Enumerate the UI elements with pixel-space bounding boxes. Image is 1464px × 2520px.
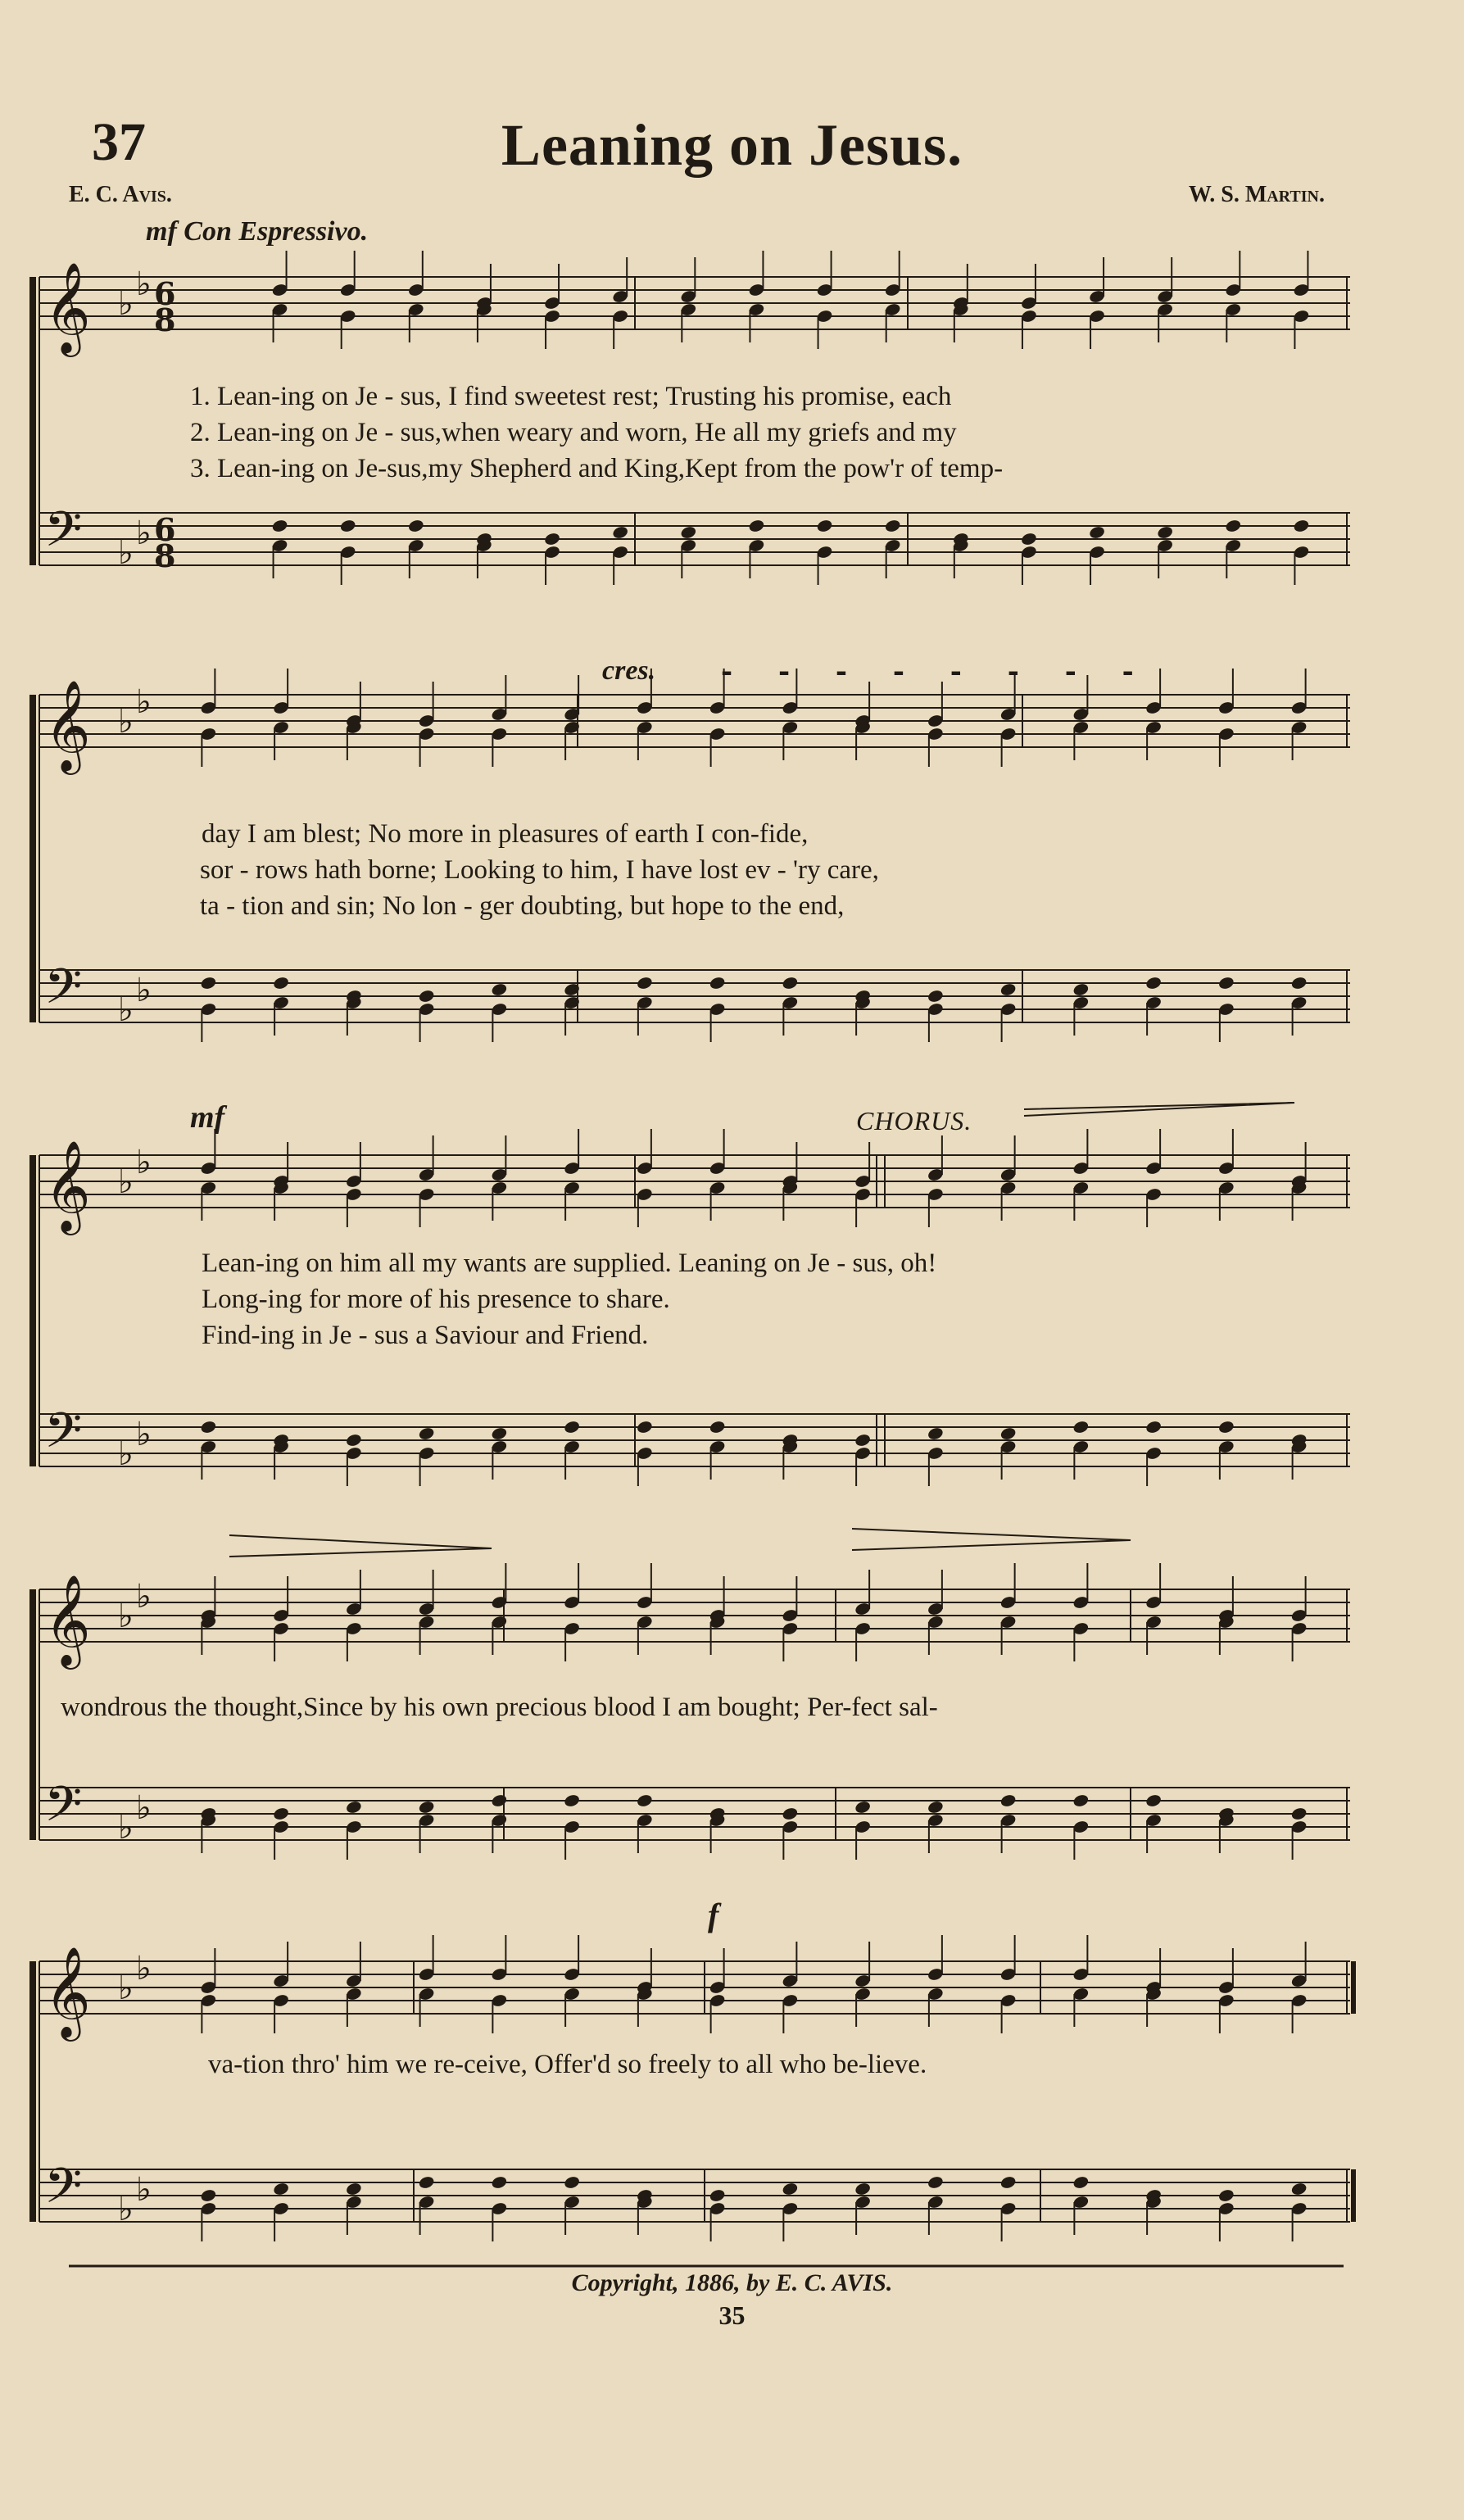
time-signature-icon: 6 [154, 511, 176, 548]
flat-icon: ♭ [118, 1435, 134, 1473]
note-head [1293, 519, 1310, 533]
note-head [1290, 2182, 1308, 2196]
note-head [854, 1433, 871, 1448]
note-head [999, 1426, 1017, 1441]
time-signature-icon: 8 [154, 301, 176, 338]
flat-icon: ♭ [136, 2171, 152, 2209]
note-head [418, 989, 435, 1004]
note-head [854, 1800, 871, 1815]
note-head [272, 976, 289, 990]
bass-clef-icon: 𝄢 [44, 1775, 83, 1844]
note-head [709, 2188, 726, 2203]
dynamic-mf-marking: mf [190, 1100, 225, 1135]
note-head [854, 2182, 871, 2196]
flat-icon: ♭ [136, 1144, 152, 1181]
note-head [816, 519, 833, 533]
note-head [200, 2188, 217, 2203]
note-head [407, 519, 424, 533]
note-head [1072, 982, 1090, 997]
note-head [1072, 1793, 1090, 1808]
note-head [1072, 1420, 1090, 1434]
note-head [1157, 525, 1174, 540]
system3-verse2: Long-ing for more of his presence to share. [202, 1285, 670, 1314]
system1-verse3: 3. Lean-ing on Je-sus,my Shepherd and King,Kept from the pow'r of temp- [190, 454, 1004, 483]
note-head [272, 1806, 289, 1821]
hymn-number: 37 [92, 112, 146, 172]
note-head [927, 989, 944, 1004]
note-head [563, 1420, 580, 1434]
flat-icon: ♭ [118, 1809, 134, 1847]
note-head [1020, 532, 1037, 546]
treble-clef-icon: 𝄞 [44, 1574, 91, 1666]
bass-clef-icon: 𝄢 [44, 1402, 83, 1471]
treble-clef-icon: 𝄞 [44, 261, 91, 353]
note-head [345, 1433, 362, 1448]
system3-verse1: Lean-ing on him all my wants are supplied. Leaning on Je - sus, oh! [202, 1249, 937, 1278]
flat-icon: ♭ [136, 683, 152, 721]
note-head [748, 519, 765, 533]
system2-verse1: day I am blest; No more in pleasures of earth I con-fide, [202, 819, 809, 849]
note-head [491, 1426, 508, 1441]
note-head [345, 2182, 362, 2196]
diminuendo-hairpin [229, 1535, 492, 1557]
note-head [636, 976, 653, 990]
note-head [345, 1800, 362, 1815]
treble-clef-icon: 𝄞 [44, 679, 91, 771]
flat-icon: ♭ [136, 1416, 152, 1453]
system2-verse3: ta - tion and sin; No lon - ger doubting, but hope to the end, [200, 891, 845, 921]
flat-icon: ♭ [118, 1969, 134, 2007]
note-head [563, 1793, 580, 1808]
system5-verse1: va-tion thro' him we re-ceive, Offer'd so freely to all who be-lieve. [208, 2050, 927, 2079]
note-head [1217, 1420, 1235, 1434]
time-signature-icon: 6 [154, 275, 176, 312]
note-head [491, 2175, 508, 2190]
flat-icon: ♭ [118, 285, 134, 323]
flat-icon: ♭ [118, 1598, 134, 1635]
flat-icon: ♭ [136, 265, 152, 303]
system1-verse1: 1. Lean-ing on Je - sus, I find sweetest rest; Trusting his promise, each [190, 382, 952, 411]
bass-clef-icon: 𝄢 [44, 958, 83, 1027]
lyricist-credit: E. C. Avis. [69, 182, 172, 207]
flat-icon: ♭ [118, 2191, 134, 2228]
crescendo-dashes: - - - - - - - - [721, 655, 1152, 688]
note-head [1144, 976, 1162, 990]
note-head [339, 519, 356, 533]
note-head [1088, 525, 1105, 540]
note-head [272, 2182, 289, 2196]
note-head [1290, 976, 1308, 990]
system1-verse2: 2. Lean-ing on Je - sus,when weary and worn, He all my griefs and my [190, 418, 957, 447]
note-head [884, 519, 901, 533]
bass-clef-icon: 𝄢 [44, 2157, 83, 2226]
note-head [418, 2175, 435, 2190]
flat-icon: ♭ [136, 1950, 152, 1987]
note-head [418, 1800, 435, 1815]
note-head [1225, 519, 1242, 533]
note-head [782, 976, 799, 990]
flat-icon: ♭ [118, 1163, 134, 1201]
crescendo-hairpin [1024, 1103, 1294, 1116]
copyright-line: Copyright, 1886, by E. C. AVIS. [571, 2269, 893, 2296]
note-head [680, 525, 697, 540]
note-head [1217, 976, 1235, 990]
note-head [782, 2182, 799, 2196]
crescendo-marking: cres. [602, 655, 656, 686]
note-head [1144, 1793, 1162, 1808]
system3-verse3: Find-ing in Je - sus a Saviour and Friend. [202, 1321, 649, 1350]
note-head [1144, 1420, 1162, 1434]
note-head [636, 1793, 653, 1808]
system2-verse2: sor - rows hath borne; Looking to him, I have lost ev - 'ry care, [200, 855, 879, 885]
flat-icon: ♭ [118, 703, 134, 741]
note-head [999, 1793, 1017, 1808]
note-head [999, 2175, 1017, 2190]
chorus-label: CHORUS. [856, 1106, 972, 1135]
note-head [491, 1793, 508, 1808]
note-head [543, 532, 560, 546]
hymn-title: Leaning on Jesus. [501, 112, 963, 178]
system4-verse1: wondrous the thought,Since by his own precious blood I am bought; Per-fect sal- [61, 1693, 938, 1722]
note-head [1072, 2175, 1090, 2190]
note-head [999, 982, 1017, 997]
tempo-marking: mf Con Espressivo. [146, 216, 369, 247]
note-head [1217, 2188, 1235, 2203]
note-head [612, 525, 629, 540]
note-head [927, 1800, 944, 1815]
note-head [491, 982, 508, 997]
flat-icon: ♭ [118, 991, 134, 1029]
note-head [1290, 1806, 1308, 1821]
note-head [563, 2175, 580, 2190]
note-head [782, 1806, 799, 1821]
note-head [927, 1426, 944, 1441]
note-head [418, 1426, 435, 1441]
note-head [709, 976, 726, 990]
note-head [709, 1420, 726, 1434]
flat-icon: ♭ [136, 1578, 152, 1616]
composer-credit: W. S. Martin. [1188, 182, 1325, 207]
page-number: 35 [718, 2300, 746, 2330]
flat-icon: ♭ [136, 514, 152, 552]
treble-clef-icon: 𝄞 [44, 1946, 91, 2037]
flat-icon: ♭ [136, 972, 152, 1009]
note-head [200, 1420, 217, 1434]
flat-icon: ♭ [118, 534, 134, 572]
bass-clef-icon: 𝄢 [44, 501, 83, 569]
flat-icon: ♭ [136, 1789, 152, 1827]
note-head [927, 2175, 944, 2190]
note-head [200, 976, 217, 990]
diminuendo-hairpin [852, 1529, 1131, 1550]
note-head [636, 1420, 653, 1434]
dynamic-f-marking: f [708, 1897, 719, 1933]
treble-clef-icon: 𝄞 [44, 1140, 91, 1231]
note-head [271, 519, 288, 533]
time-signature-icon: 8 [154, 537, 176, 574]
